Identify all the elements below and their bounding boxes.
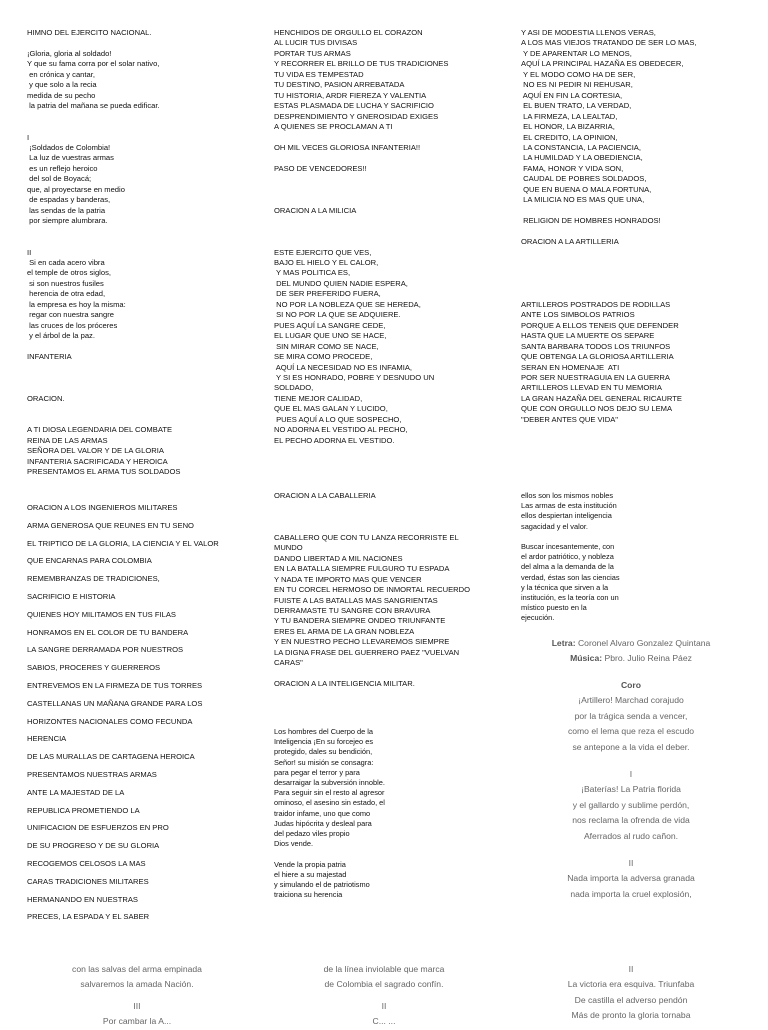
text-line: HORIZONTES NACIONALES COMO FECUNDA <box>27 716 193 726</box>
text-line: I <box>27 132 30 142</box>
text-line: EL BUEN TRATO, LA VERDAD, <box>521 101 632 111</box>
text-line: del sol de Boyacá; <box>27 174 92 184</box>
song-line: ¡Baterías! La Patria florida <box>581 784 681 795</box>
text-line <box>27 363 257 373</box>
text-line: DERRAMASTE TU SANGRE CON BRAVURA <box>274 605 431 615</box>
text-line: Y EL MODO COMO HA DE SER, <box>521 69 636 79</box>
credit-musica <box>521 651 741 666</box>
text-line: DE SU PROGRESO Y DE SU GLORIA <box>27 841 160 851</box>
text-line: EN LA BATALLA SIEMPRE FULGURO TU ESPADA <box>274 564 450 574</box>
text-line: Y MAS POLITICA ES, <box>274 268 351 278</box>
text-line: QUE OBTENGA LA GLORIOSA ARTILLERIA <box>521 352 674 362</box>
text-line: herencia de otra edad, <box>27 289 106 299</box>
text-line: QUE CON ORGULLO NOS DEJO SU LEMA <box>521 404 673 414</box>
credit-letra-value: Coronel Alvaro Gonzalez Quintana <box>577 638 711 648</box>
text-line: las cruces de los próceres <box>27 320 118 330</box>
verse-2-lines <box>521 871 741 902</box>
text-line: DE SER PREFERIDO FUERA, <box>274 289 381 299</box>
text-line: TU VIDA ES TEMPESTAD <box>274 69 364 79</box>
text-line: ORACION. <box>27 393 65 403</box>
text-line: ejecución. <box>521 613 555 623</box>
text-line: Los hombres del Cuerpo de la <box>274 727 374 736</box>
text-line: protegido, dales su bendición, <box>274 747 373 757</box>
text-line: DE LAS MURALLAS DE CARTAGENA HEROICA <box>27 752 195 762</box>
text-line: por siempre alumbrara. <box>27 216 108 226</box>
text-line: de espadas y banderas, <box>27 195 111 205</box>
text-line: NO POR LA NOBLEZA QUE SE HEREDA, <box>274 299 421 309</box>
text-line: EL TRIPTICO DE LA GLORIA, LA CIENCIA Y EL VALOR <box>27 538 219 548</box>
text-line: ERES EL ARMA DE LA GRAN NOBLEZA <box>274 626 415 636</box>
col2-intelligence-text <box>274 727 474 900</box>
bottom-col2 <box>274 962 494 1030</box>
text-line: LA FIRMEZA, LA LEALTAD, <box>521 111 618 121</box>
text-line <box>27 415 257 425</box>
text-line: TU HISTORIA, ARDR FIEREZA Y VALENTIA <box>274 90 427 100</box>
text-line: MUNDO <box>274 543 303 553</box>
text-line: las sendas de la patria <box>27 205 106 215</box>
text-line: LA CONSTANCIA, LA PACIENCIA, <box>521 142 641 152</box>
bottom-col2-title: II <box>381 1000 387 1011</box>
text-line: es un reflejo heroico <box>27 163 98 173</box>
col1-top-text <box>27 28 257 477</box>
song-coro <box>521 678 741 755</box>
song-line: de la línea inviolable que marca <box>323 964 445 974</box>
song-line: como el lema que reza el escudo <box>567 726 695 737</box>
text-line: HERMANANDO EN NUESTRAS <box>27 894 138 904</box>
text-line <box>274 522 504 532</box>
text-line <box>521 289 751 299</box>
text-line: INFANTERIA SACRIFICADA Y HEROICA <box>27 456 168 466</box>
militia-and-artillery-text <box>521 28 751 425</box>
text-line: Buscar incesantemente, con <box>521 542 615 552</box>
text-line: y el árbol de la paz. <box>27 331 95 341</box>
intelligence-prayer-continued <box>521 491 721 624</box>
text-line: EL CREDITO, LA OPINION, <box>521 132 618 142</box>
song-line: con las salvas del arma empinada <box>72 964 202 974</box>
text-line <box>521 268 751 278</box>
credit-musica-label: Música: <box>570 653 603 664</box>
text-line <box>274 512 504 522</box>
text-line: ANTE LA MAJESTAD DE LA <box>27 787 125 797</box>
text-line: PUES AQUÍ LA SANGRE CEDE, <box>274 320 386 330</box>
credit-musica-value: Pbro. Julio Reina Páez <box>604 653 692 664</box>
text-line: PUES AQUÍ A LO QUE SOSPECHO, <box>274 414 402 424</box>
text-line: la patria del mañana se pueda edificar. <box>27 101 160 111</box>
col2-top-text <box>274 28 504 446</box>
text-line: Y TU BANDERA SIEMPRE ONDEO TRIUNFANTE <box>274 616 446 626</box>
text-line: LA HUMILDAD Y LA OBEDIENCIA, <box>521 153 643 163</box>
engineers-prayer <box>27 499 262 926</box>
song-line: y el gallardo y sublime perdón, <box>572 799 690 810</box>
bottom-col1 <box>27 962 247 1030</box>
text-line: ¡Gloria, gloria al soldado! <box>27 48 112 58</box>
text-line: SE MIRA COMO PROCEDE, <box>274 352 373 362</box>
text-line: PRECES, LA ESPADA Y EL SABER <box>27 912 150 922</box>
text-line: QUE EN BUENA O MALA FORTUNA, <box>521 184 652 194</box>
text-line: Inteligencia ¡En su forcejeo es <box>274 737 374 747</box>
text-line: DANDO LIBERTAD A MIL NACIONES <box>274 553 403 563</box>
verse-2-title: II <box>628 858 634 868</box>
text-line: ORACION A LA ARTILLERIA <box>521 237 619 247</box>
text-line: místico puesto en la <box>521 603 587 613</box>
text-line: ANTE LOS SIMBOLOS PATRIOS <box>521 310 635 320</box>
text-line <box>274 501 504 511</box>
text-line: FAMA, HONOR Y VIDA SON, <box>521 163 624 173</box>
text-line: ESTE EJERCITO QUE VES, <box>274 247 372 257</box>
text-line: Si en cada acero vibra <box>27 257 105 267</box>
text-line <box>274 185 504 195</box>
text-line: DESPRENDIMIENTO Y GNEROSIDAD EXIGES <box>274 111 439 121</box>
text-line: para pegar el terror y para <box>274 767 360 777</box>
text-line: SEÑORA DEL VALOR Y DE LA GLORIA <box>27 446 164 456</box>
text-line: TIENE MEJOR CALIDAD, <box>274 393 363 403</box>
song-line: La victoria era esquiva. Triunfaba <box>567 979 695 990</box>
text-line <box>27 237 257 247</box>
text-line: Señor! su misión se consagra: <box>274 757 374 767</box>
song-verse-1 <box>521 767 741 844</box>
text-line: Y ASI DE MODESTIA LLENOS VERAS, <box>521 28 656 37</box>
song-line: De castilla el adverso pendón <box>574 994 688 1005</box>
text-line: SANTA BARBARA TODOS LOS TRIUNFOS <box>521 341 671 351</box>
text-line: desarraigar la subversión innoble. <box>274 778 385 788</box>
text-line: SIN MIRAR COMO SE NACE, <box>274 341 379 351</box>
text-line: CASTELLANAS UN MAÑANA GRANDE PARA LOS <box>27 698 203 708</box>
text-line <box>274 195 504 205</box>
text-line: SACRIFICIO E HISTORIA <box>27 591 116 601</box>
text-line: sagacidad y el valor. <box>521 521 588 531</box>
text-line: ellos despiertan inteligencia <box>521 511 612 521</box>
song-credits <box>521 636 741 667</box>
text-line <box>521 258 751 268</box>
text-line: A LOS MAS VIEJOS TRATANDO DE SER LO MAS, <box>521 38 697 48</box>
text-line: ORACION A LA INTELIGENCIA MILITAR. <box>274 679 415 689</box>
infantry-and-militia-text <box>274 28 504 446</box>
text-line: Y RECORRER EL BRILLO DE TUS TRADICIONES <box>274 59 449 69</box>
text-line: PRESENTAMOS EL ARMA TUS SOLDADOS <box>27 467 181 477</box>
verse-1-title: I <box>629 769 633 779</box>
song-line: Nada importa la adversa granada <box>567 873 695 884</box>
text-line: Vende la propia patria <box>274 859 346 869</box>
text-line: SERAN EN HOMENAJE ATI <box>521 362 620 372</box>
text-line: el ardor patriótico, y nobleza <box>521 552 614 562</box>
text-line: HENCHIDOS DE ORGULLO EL CORAZON <box>274 28 423 37</box>
text-line: "DEBER ANTES QUE VIDA" <box>521 414 618 424</box>
coro-lines <box>521 693 741 755</box>
text-line: QUE EL MAS GALAN Y LUCIDO, <box>274 404 388 414</box>
col3-top-text <box>521 28 751 425</box>
text-line: PORTAR TUS ARMAS <box>274 48 351 58</box>
text-line <box>521 227 751 237</box>
text-line <box>27 373 257 383</box>
text-line: LA MILICIA NO ES MAS QUE UNA, <box>521 195 645 205</box>
text-line <box>27 342 257 352</box>
text-line: AQUÍ LA NECESIDAD NO ES INFAMIA, <box>274 362 412 372</box>
text-line <box>27 122 257 132</box>
text-line: que, al proyectarse en medio <box>27 184 125 194</box>
hymn-and-infantry-text <box>27 28 257 477</box>
text-line: HIMNO DEL EJERCITO NACIONAL. <box>27 28 152 37</box>
text-line: RECOGEMOS CELOSOS LA MAS <box>27 858 146 868</box>
text-line: REINA DE LAS ARMAS <box>27 435 108 445</box>
text-line: regar con nuestra sangre <box>27 310 114 320</box>
text-line: y que solo a la recia <box>27 80 97 90</box>
song-line: nada importa la cruel explosión, <box>570 888 692 899</box>
text-line: OH MIL VECES GLORIOSA INFANTERIA!! <box>274 142 421 152</box>
bottom-col1-cut-line: Por cambar la A... <box>102 1016 172 1027</box>
text-line: PASO DE VENCEDORES!! <box>274 163 367 173</box>
text-line: A QUIENES SE PROCLAMAN A TI <box>274 122 393 132</box>
text-line <box>521 248 751 258</box>
text-line: ARTILLEROS POSTRADOS DE RODILLAS <box>521 299 671 309</box>
text-line <box>274 216 504 226</box>
text-line: LA GRAN HAZAÑA DEL GENERAL RICAURTE <box>521 393 682 403</box>
text-line: NO ADORNA EL VESTIDO AL PECHO, <box>274 425 408 435</box>
text-line: Y EN NUESTRO PECHO LLEVAREMOS SIEMPRE <box>274 637 450 647</box>
song-line: por la trágica senda a vencer, <box>574 710 688 721</box>
text-line: II <box>27 247 32 257</box>
text-line: POR SER NUESTRAGUIA EN LA GUERRA <box>521 372 670 382</box>
text-line: EL LUGAR QUE UNO SE HACE, <box>274 331 387 341</box>
text-line: SOLDADO, <box>274 383 314 393</box>
song-line: salvaremos la amada Nación. <box>80 979 194 990</box>
text-line: ellos son los mismos nobles <box>521 491 614 500</box>
text-line <box>521 279 751 289</box>
text-line <box>274 174 504 184</box>
text-line: PORQUE A ELLOS TENEIS QUE DEFENDER <box>521 320 679 330</box>
bottom-col3-title: II <box>628 964 634 974</box>
text-line: el temple de otros siglos, <box>27 268 111 278</box>
col2-cavalry-text <box>274 491 504 690</box>
text-line: ORACION A LA MILICIA <box>274 205 357 215</box>
song-line: ¡Artillero! Marchad corajudo <box>578 695 684 706</box>
text-line: verdad, éstas son las ciencias <box>521 572 620 582</box>
text-line: AL LUCIR TUS DIVISAS <box>274 38 358 48</box>
text-line: ORACION A LA CABALLERIA <box>274 491 376 500</box>
text-line: ORACION A LOS INGENIEROS MILITARES <box>27 503 178 512</box>
text-line: CABALLERO QUE CON TU LANZA RECORRISTE EL <box>274 532 459 542</box>
text-line <box>274 133 504 143</box>
text-line: si son nuestros fusiles <box>27 278 104 288</box>
text-line: HERENCIA <box>27 734 67 744</box>
cavalry-prayer <box>274 491 504 690</box>
text-line: QUE ENCARNAS PARA COLOMBIA <box>27 556 152 566</box>
intelligence-prayer <box>274 727 474 900</box>
song-line: nos reclama la ofrenda de vida <box>572 815 690 826</box>
text-line: ¡Soldados de Colombia! <box>27 142 111 152</box>
text-line: RELIGION DE HOMBRES HONRADOS! <box>521 216 661 226</box>
text-line: HONRAMOS EN EL COLOR DE TU BANDERA <box>27 627 189 637</box>
text-line: Y NADA TE IMPORTO MAS QUE VENCER <box>274 574 422 584</box>
text-line <box>27 404 257 414</box>
text-line: EL HONOR, LA BIZARRIA, <box>521 122 615 132</box>
text-line <box>521 206 751 216</box>
text-line: Y que su fama corra por el solar nativo, <box>27 59 160 69</box>
song-line: se antepone a la vida el deber. <box>572 741 690 752</box>
song-line: Más de pronto la gloria tornaba <box>571 1010 691 1021</box>
text-line: ARMA GENEROSA QUE REUNES EN TU SENO <box>27 520 194 530</box>
text-line: la empresa es hoy la misma: <box>27 299 126 309</box>
text-line: ominoso, el asesino sin estado, el <box>274 798 385 808</box>
text-line: Las armas de esta institución <box>521 501 617 511</box>
verse-1-lines <box>521 782 741 844</box>
text-line <box>521 532 721 542</box>
coro-title: Coro <box>620 680 642 690</box>
bottom-col3-lines <box>521 977 741 1023</box>
text-line <box>27 112 257 122</box>
text-line: Judas hipócrita y desleal para <box>274 818 372 828</box>
text-line: EL PECHO ADORNA EL VESTIDO. <box>274 435 395 445</box>
text-line: FUISTE A LAS BATALLAS MAS SANGRIENTAS <box>274 595 438 605</box>
text-line: CARAS" <box>274 658 303 668</box>
text-line <box>27 38 257 48</box>
bottom-col2-lines <box>274 962 494 993</box>
text-line: REPUBLICA PROMETIENDO LA <box>27 805 140 815</box>
text-line <box>27 227 257 237</box>
text-line <box>274 849 474 859</box>
credit-letra <box>521 636 741 651</box>
text-line: CAUDAL DE POBRES SOLDADOS, <box>521 174 647 184</box>
song-verse-2 <box>521 856 741 902</box>
bottom-col2-cut-line: C... ... <box>372 1016 396 1027</box>
song-line: de Colombia el sagrado confín. <box>324 979 444 990</box>
text-line: BAJO EL HIELO Y EL CALOR, <box>274 257 379 267</box>
text-line: REMEMBRANZAS DE TRADICIONES, <box>27 574 160 584</box>
text-line: Y DE APARENTAR LO MENOS, <box>521 48 632 58</box>
bottom-col3 <box>521 962 741 1024</box>
credit-letra-label: Letra: <box>551 638 576 648</box>
text-line: PRESENTAMOS NUESTRAS ARMAS <box>27 769 157 779</box>
text-line: Dios vende. <box>274 839 314 849</box>
text-line: DEL MUNDO QUIEN NADIE ESPERA, <box>274 278 408 288</box>
text-line: AQUÍ LA PRINCIPAL HAZAÑA ES OBEDECER, <box>521 59 684 69</box>
text-line: medida de su pecho <box>27 90 96 100</box>
text-line: QUIENES HOY MILITAMOS EN TUS FILAS <box>27 609 176 619</box>
text-line: UNIFICACION DE ESFUERZOS EN PRO <box>27 823 169 833</box>
text-line: SABIOS, PROCERES Y GUERREROS <box>27 663 161 673</box>
text-line: SI NO POR LA QUE SE ADQUIERE. <box>274 310 401 320</box>
text-line: EN TU CORCEL HERMOSO DE INMORTAL RECUERDO <box>274 585 471 595</box>
text-line: Y SI ES HONRADO, POBRE Y DESNUDO UN <box>274 372 435 382</box>
text-line: LA DIGNA FRASE DEL GUERRERO PAEZ "VUELVAN <box>274 647 460 657</box>
text-line: AQUÍ EN FIN LA CORTESIA, <box>521 90 623 100</box>
text-line <box>274 227 504 237</box>
text-line: el hiere a su majestad <box>274 869 347 879</box>
text-line: TU DESTINO, PASION ARREBATADA <box>274 80 405 90</box>
bottom-col1-title: III <box>133 1000 141 1011</box>
text-line: La luz de vuestras armas <box>27 153 114 163</box>
text-line: y la técnica que sirven a la <box>521 582 609 592</box>
text-line: del alma a la demanda de la <box>521 562 614 572</box>
text-line <box>274 237 504 247</box>
bottom-col1-lines <box>27 962 247 993</box>
text-line: NO ES NI PEDIR NI REHUSAR, <box>521 80 633 90</box>
text-line: HASTA QUE LA MUERTE OS SEPARE <box>521 331 655 341</box>
text-line: INFANTERIA <box>27 352 72 362</box>
text-line: ENTREVEMOS EN LA FIRMEZA DE TUS TORRES <box>27 680 203 690</box>
text-line: en crónica y cantar, <box>27 69 95 79</box>
text-line: institución, es la teoría con un <box>521 593 619 603</box>
song-line: Aferrados al rudo cañon. <box>583 830 679 841</box>
col3-mid-text <box>521 491 721 624</box>
text-line <box>274 153 504 163</box>
text-line: traiciona su herencia <box>274 890 343 900</box>
col1-engineers-text <box>27 499 262 926</box>
text-line: ESTAS PLASMADA DE LUCHA Y SACRIFICIO <box>274 101 434 111</box>
text-line: A TI DIOSA LEGENDARIA DEL COMBATE <box>27 425 173 435</box>
text-line <box>274 669 504 679</box>
text-line <box>27 383 257 393</box>
text-line: LA SANGRE DERRAMADA POR NUESTROS <box>27 645 184 655</box>
text-line: ARTILLEROS LLEVAD EN TU MEMORIA <box>521 383 662 393</box>
text-line: del pedazo viles propio <box>274 829 350 839</box>
text-line: Para seguir sin el resto al agresor <box>274 788 385 798</box>
text-line: traidor infame, uno que como <box>274 808 371 818</box>
text-line: CARAS TRADICIONES MILITARES <box>27 876 149 886</box>
text-line: y simulando el de patriotismo <box>274 880 370 890</box>
